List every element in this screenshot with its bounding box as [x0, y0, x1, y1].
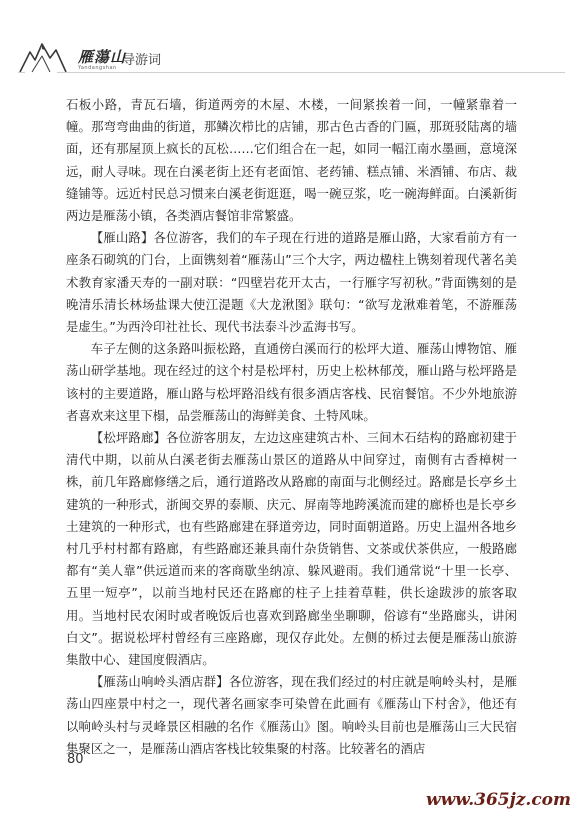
header-rule-right: [57, 72, 565, 73]
header-rule-left: [18, 72, 25, 73]
paragraph: 【雁荡山响岭头酒店群】各位游客，现在我们经过的村庄就是响岭头村，是雁荡山四座景中村之一，现代著名画家李可染曾在此画有《雁荡山下村舍》，他还有以响岭头村与灵峰景区相融的名作《雁荡山》图。响岭头目前也是雁荡山三大民宿集聚区之一，是雁荡山酒店客栈比较集聚的村落。比较著名的酒店: [66, 674, 517, 756]
logo-wordmark: 雁蕩山: [78, 48, 127, 66]
logo-subtext: Yandangshan: [78, 65, 117, 71]
paragraph: 石板小路，青瓦石墙，街道两旁的木屋、木楼，一间紧挨着一间，一幢紧靠着一幢。那弯弯曲曲的街道，那鳞次栉比的店铺，那古色古香的门匾，那斑驳陆离的墙面，还有那屋顶上疯长的瓦松……它们组合在一起，如同一幅江南水墨画，意境深远，耐人寻味。现在白溪老街上还有老面馆、老药铺、糕点铺、米酒铺、布店、裁缝铺等。远近村民总习惯来白溪老街逛逛，喝一碗豆浆，吃一碗海鲜面。白溪新街两边是雁荡小镇，各类酒店餐馆非常繁盛。: [66, 97, 517, 224]
page-number: 80: [67, 752, 84, 767]
paragraph: 【松坪路廊】各位游客朋友，左边这座建筑古朴、三间木石结构的路廊初建于清代中期，以前从白溪老街去雁荡山景区的道路从中间穿过，南侧有古香樟树一株，前几年路廊修缮之后，通行道路改从路廊的南面与北侧经过。路廊是长亭乡土建筑的一种形式，浙闽交界的泰顺、庆元、屏南等地跨溪流而建的廊桥也是长亭乡土建筑的一种形式，也有些路廊建在驿道旁边，同时面朝道路。历史上温州各地乡村几乎村村都有路廊，有些路廊还兼具南什杂货销售、文茶或伏茶供应，一般路廊都有“美人靠”供远道而来的客商歇坐纳凉、躲风避雨。我们通常说“十里一长亭、五里一短亭”，以前当地村民还在路廊的柱子上挂着草鞋，供长途跋涉的旅客取用。当地村民农闲时或者晚饭后也喜欢到路廊坐坐聊聊，俗谚有“坐路廊头，讲闲白文”。据说松坪村曾经有三座路廊，现仅存此处。左侧的桥过去便是雁荡山旅游集散中心、建国度假酒店。: [66, 430, 517, 668]
paragraph: 车子左侧的这条路叫振松路，直通傍白溪而行的松坪大道、雁荡山博物馆、雁荡山研学基地。现在经过的这个村是松坪村，历史上松林郁茂，雁山路与松坪路是该村的主要道路，雁山路与松坪路沿线有很多酒店客栈、民宿餐馆。不少外地旅游者喜欢来这里下榻，品尝雁荡山的海鲜美食、土特风味。: [66, 341, 517, 423]
paragraph: 【雁山路】各位游客，我们的车子现在行进的道路是雁山路，大家看前方有一座条石砌筑的门台，上面镌刻着“雁荡山”三个大字，两边楹柱上镌刻着现代著名美术教育家潘天寿的一副对联：“四壁岩花开太古，一行雁字写初秋。”背面镌刻的是晚清乐清长林场盐课大使江湜题《大龙湫图》联句：“欲写龙湫难着笔，不游雁荡是虚生。”为西泠印社社长、现代书法泰斗沙孟海书写。: [66, 230, 517, 335]
mountain-logo-icon: [18, 38, 78, 74]
section-title: 导游词: [122, 53, 162, 68]
body-text: [66, 94, 517, 760]
watermark: www.365jz.com: [426, 790, 571, 810]
